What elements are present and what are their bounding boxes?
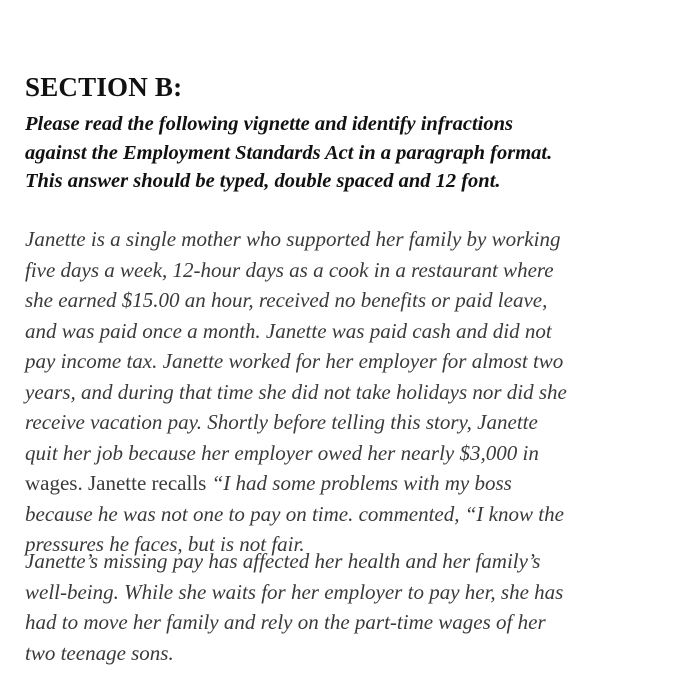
- paragraph-line: and was paid once a month. Janette was paid cash and did not: [25, 318, 552, 343]
- paragraph-line: quit her job because her employer owed her nearly $3,000 in: [25, 440, 539, 465]
- paragraph-line: years, and during that time she did not take holidays nor did she: [25, 379, 567, 404]
- paragraph-line: five days a week, 12-hour days as a cook in a restaurant where: [25, 257, 554, 282]
- paragraph-line-quote-part: “I had some problems with my boss: [211, 471, 512, 495]
- paragraph-line: pay income tax. Janette worked for her employer for almost two: [25, 349, 564, 373]
- paragraph-line: pressures he faces, but is not fair.: [25, 532, 305, 556]
- instructions-line: against the Employment Standards Act in a paragraph format.: [25, 141, 553, 164]
- paragraph-line: had to move her family and rely on the part-time wages of her: [25, 610, 546, 634]
- instructions-line: Please read the following vignette and identify infractions: [25, 113, 513, 135]
- instructions-line: This answer should be typed, double spaced and 12 font.: [25, 170, 501, 192]
- paragraph-line: because he was not one to pay on time. commented, “I know the: [25, 501, 564, 526]
- paragraph-line: well-being. While she waits for her employer to pay her, she has: [25, 579, 564, 604]
- paragraph-line-upright-part: wages. Janette recalls: [25, 471, 212, 495]
- paragraph-line: receive vacation pay. Shortly before telling this story, Janette: [25, 410, 538, 434]
- paragraph-line-mixed: [25, 468, 675, 499]
- paragraph-line: two teenage sons.: [25, 640, 174, 665]
- instructions-block: [25, 110, 675, 196]
- vignette-paragraph-2: [25, 546, 675, 668]
- section-heading: SECTION B:: [25, 72, 183, 102]
- paragraph-line: she earned $15.00 an hour, received no benefits or paid leave,: [25, 288, 548, 312]
- paragraph-line: Janette’s missing pay has affected her health and her family’s: [25, 549, 541, 573]
- paragraph-line: Janette is a single mother who supported her family by working: [25, 227, 561, 251]
- vignette-paragraph-1: [25, 224, 675, 560]
